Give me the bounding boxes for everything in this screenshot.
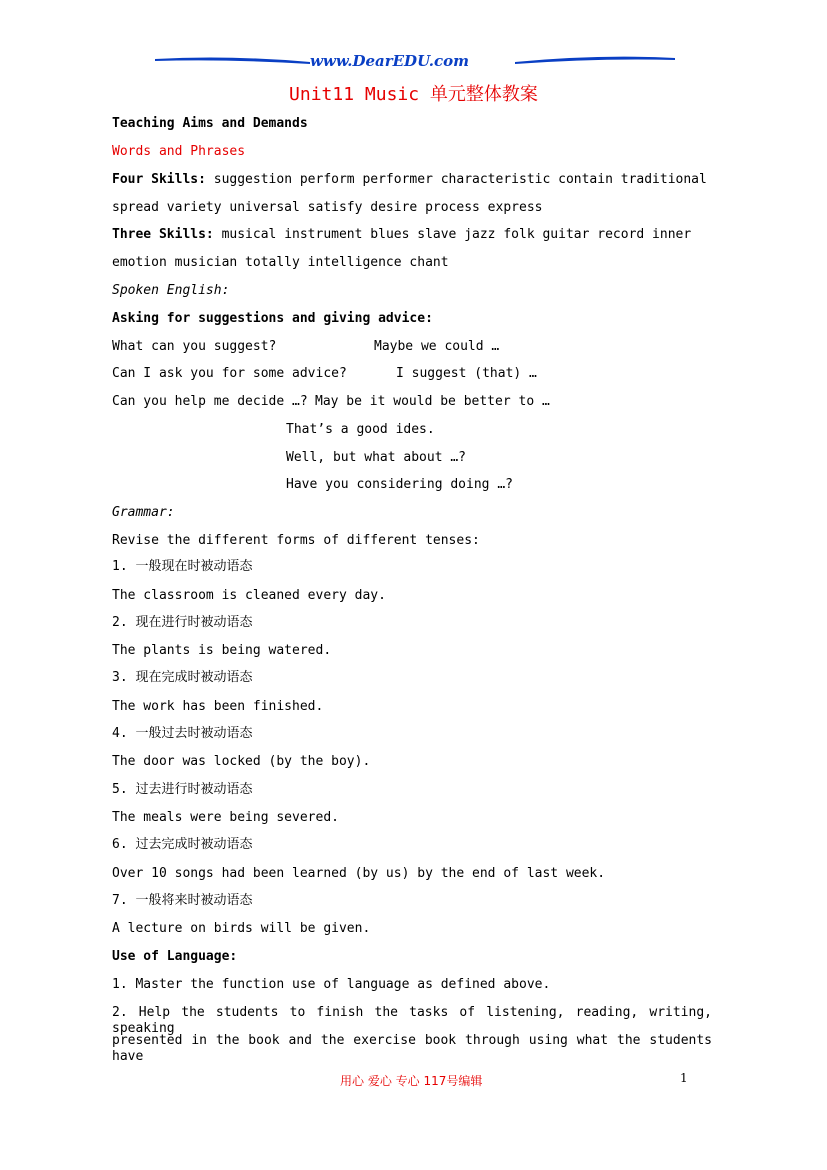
tense-label	[112, 726, 253, 742]
tense-label	[112, 559, 253, 575]
tense-example: The door was locked (by the boy).	[112, 754, 371, 769]
dialog-right: Maybe we could …	[374, 339, 500, 354]
dialog-left: What can you suggest?	[112, 339, 277, 354]
tense-name: 过去完成时被动语态	[135, 837, 253, 852]
tense-label	[112, 893, 253, 909]
teaching-aims-heading: Teaching Aims and Demands	[112, 116, 308, 131]
asking-heading: Asking for suggestions and giving advice:	[112, 311, 433, 326]
spoken-english-heading: Spoken English:	[112, 283, 230, 298]
tense-example: Over 10 songs had been learned (by us) by the end of last week.	[112, 866, 606, 881]
words-phrases-heading: Words and Phrases	[112, 144, 246, 159]
three-skills-words: musical instrument blues slave jazz folk guitar record inner	[221, 227, 692, 242]
dialog-right: May be it would be better to …	[315, 394, 550, 409]
site-logo: www.DearEDU.com	[310, 52, 470, 70]
use-item: 1. Master the function use of language as defined above.	[112, 977, 551, 992]
tense-number: 7.	[112, 893, 128, 908]
tense-name: 现在完成时被动语态	[135, 670, 253, 685]
three-skills-words-cont: emotion musician totally intelligence chant	[112, 255, 449, 270]
dialog-right: I suggest (that) …	[396, 366, 537, 381]
tense-label	[112, 670, 253, 686]
tense-number: 6.	[112, 837, 128, 852]
response-line: Have you considering doing …?	[286, 477, 513, 492]
grammar-intro: Revise the different forms of different tenses:	[112, 533, 480, 548]
four-skills-words-cont: spread variety universal satisfy desire process express	[112, 200, 543, 215]
grammar-heading: Grammar:	[112, 505, 175, 520]
three-skills-line	[112, 227, 691, 243]
four-skills-label: Four Skills:	[112, 172, 206, 187]
tense-name: 过去进行时被动语态	[135, 782, 253, 797]
tense-number: 1.	[112, 559, 128, 574]
response-line: Well, but what about …?	[286, 450, 467, 465]
tense-name: 一般将来时被动语态	[135, 893, 253, 908]
page-title: Unit11 Music 单元整体教案	[289, 84, 538, 105]
tense-example: The meals were being severed.	[112, 810, 339, 825]
four-skills-line	[112, 172, 707, 188]
dialog-left: Can you help me decide …?	[112, 394, 308, 409]
tense-label	[112, 782, 253, 798]
tense-number: 4.	[112, 726, 128, 741]
tense-label	[112, 615, 253, 631]
tense-number: 3.	[112, 670, 128, 685]
page-number: 1	[680, 1071, 688, 1085]
tense-number: 2.	[112, 615, 128, 630]
tense-example: A lecture on birds will be given.	[112, 921, 371, 936]
response-line: That’s a good ides.	[286, 422, 435, 437]
tense-name: 一般过去时被动语态	[135, 726, 253, 741]
tense-name: 一般现在时被动语态	[135, 559, 253, 574]
footer-text: 用心 爱心 专心 117号编辑	[340, 1074, 483, 1088]
tense-name: 现在进行时被动语态	[135, 615, 253, 630]
use-item-cont: presented in the book and the exercise book through using what the students have	[112, 1033, 712, 1064]
four-skills-words: suggestion perform performer characteristic contain traditional	[213, 172, 707, 187]
three-skills-label: Three Skills:	[112, 227, 214, 242]
tense-example: The work has been finished.	[112, 699, 324, 714]
tense-example: The classroom is cleaned every day.	[112, 588, 386, 603]
use-of-language-heading: Use of Language:	[112, 949, 238, 964]
tense-number: 5.	[112, 782, 128, 797]
tense-example: The plants is being watered.	[112, 643, 332, 658]
dialog-left: Can I ask you for some advice?	[112, 366, 347, 381]
tense-label	[112, 837, 253, 853]
use-item: 2. Help the students to finish the tasks of listening, reading, writing, speaking	[112, 1005, 712, 1036]
